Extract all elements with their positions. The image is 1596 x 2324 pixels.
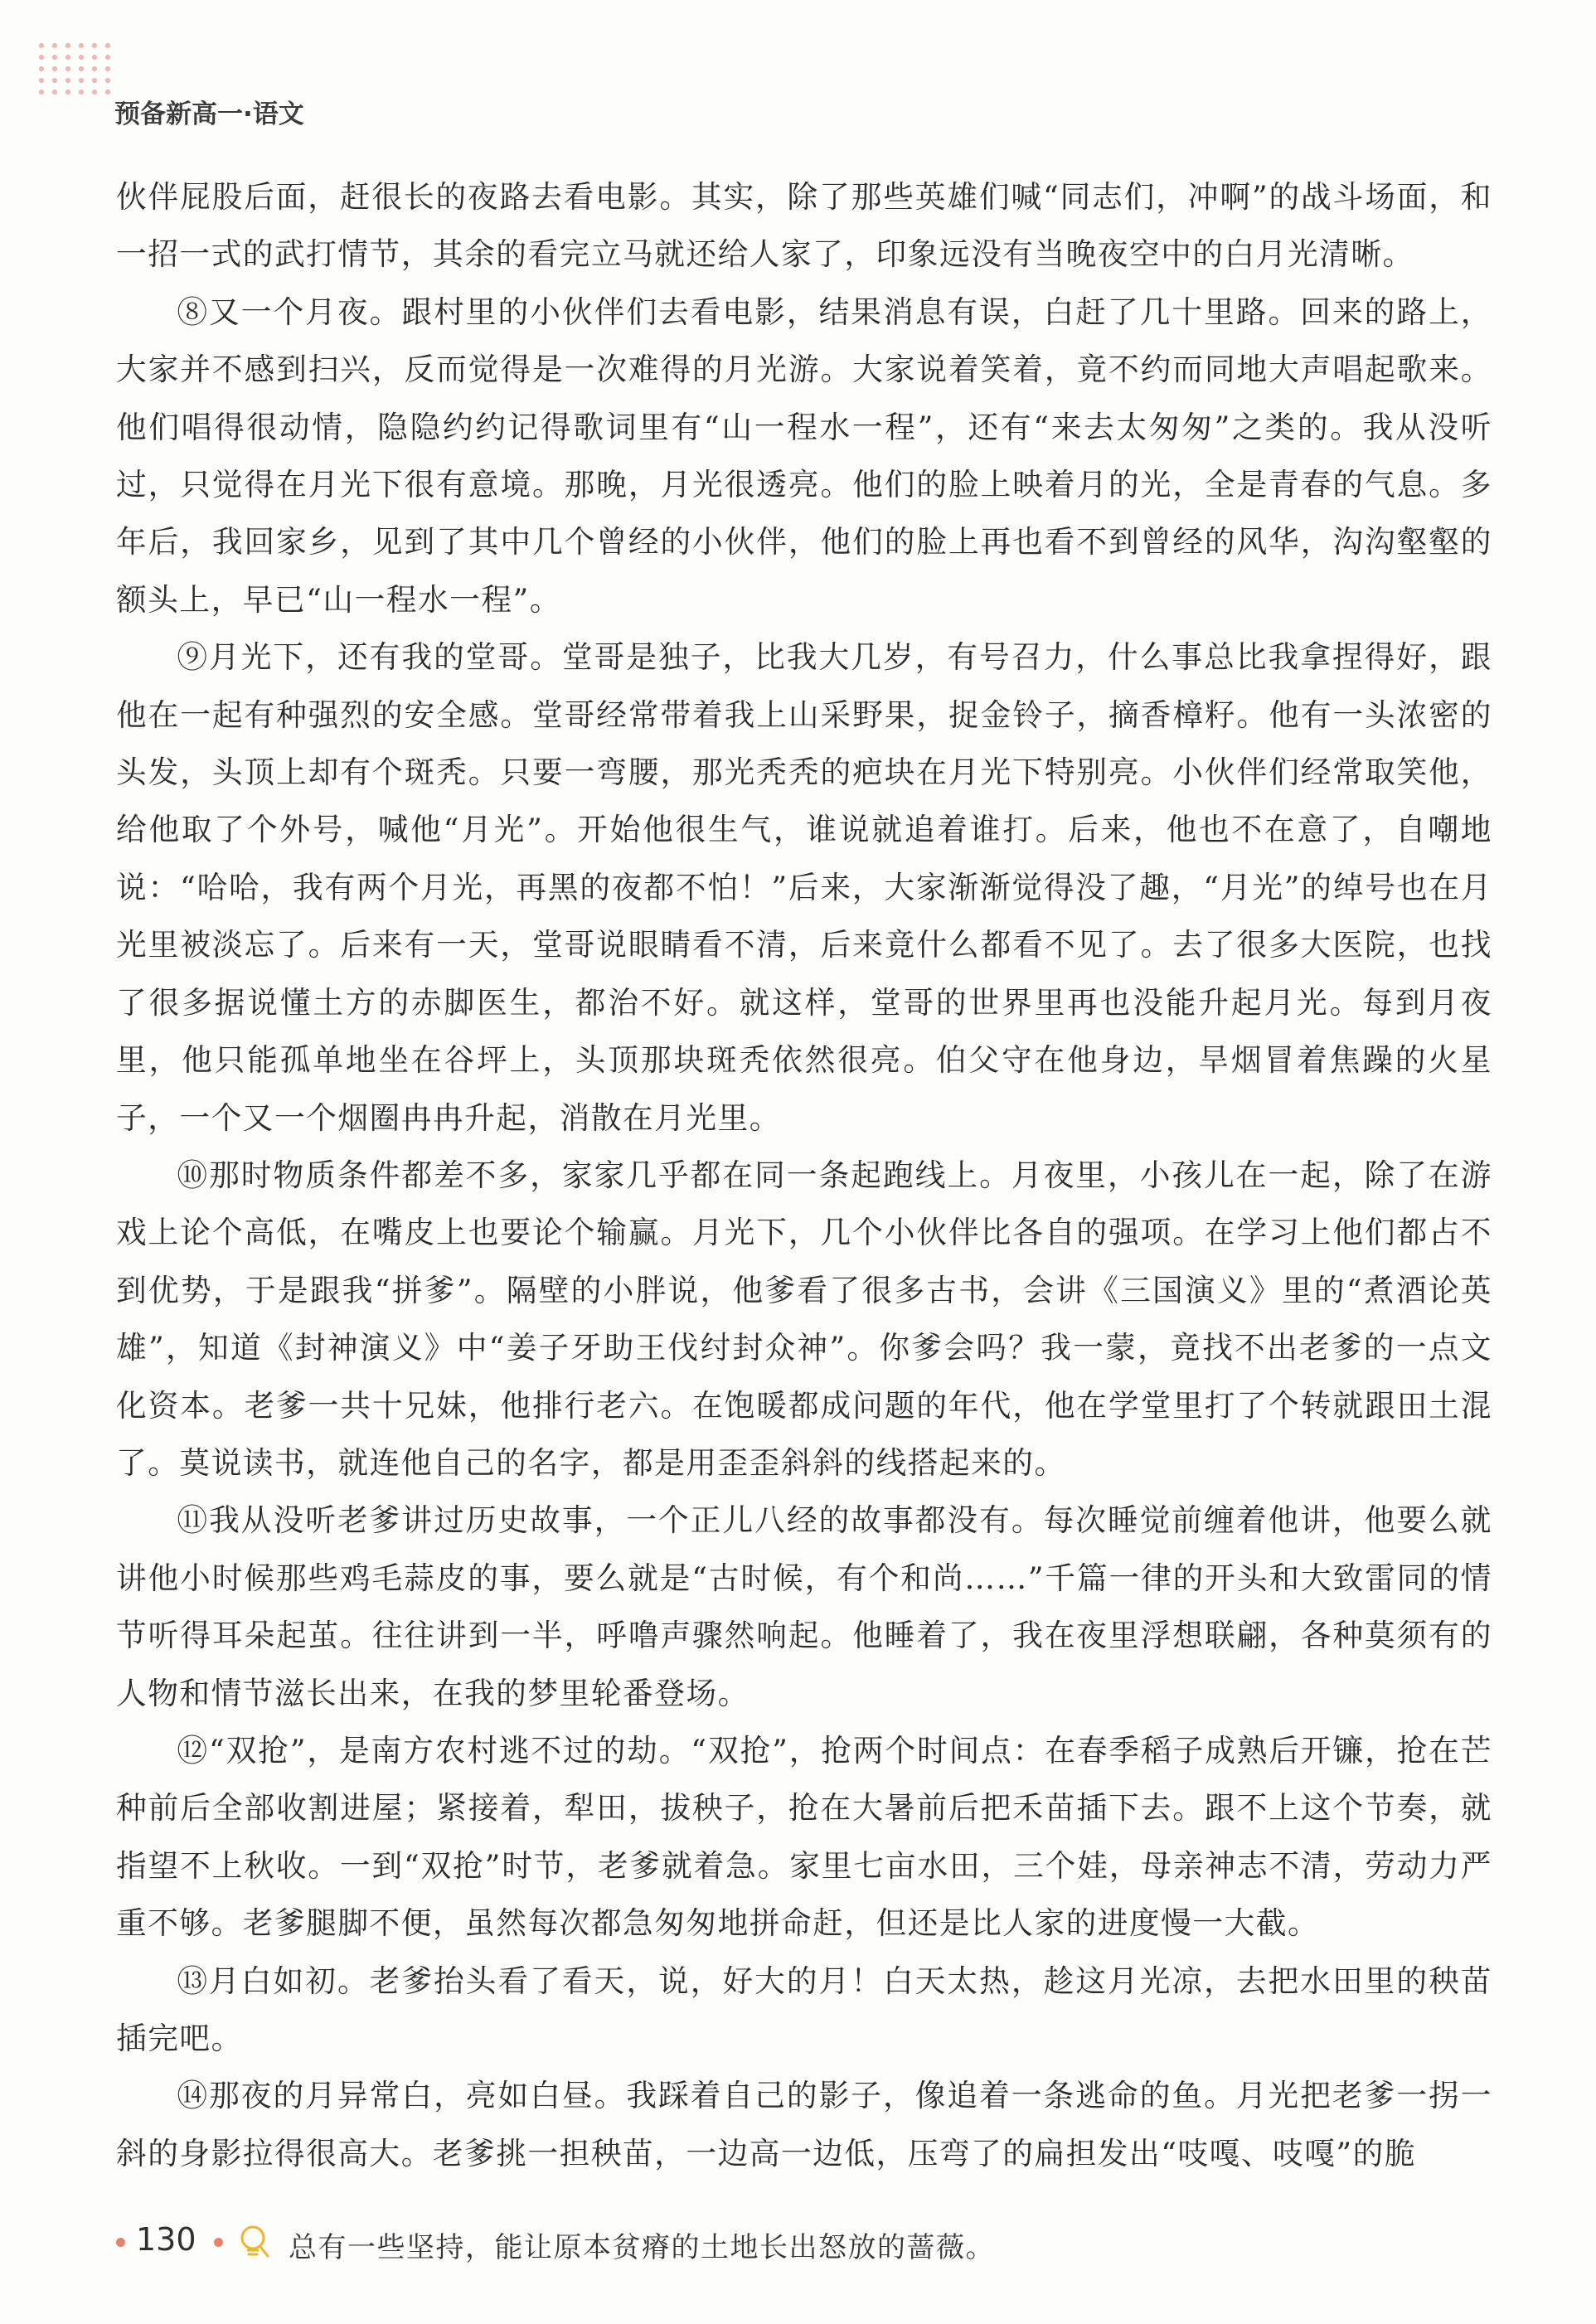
bullet-dot-icon [116, 2238, 125, 2247]
running-header: 预备新高一·语文 [114, 99, 304, 129]
decorative-dot-grid [35, 40, 114, 98]
page-number: 130 [136, 2221, 196, 2258]
article-body [116, 168, 1492, 2182]
bullet-dot-icon [214, 2238, 223, 2247]
paragraph-9: ⑨月光下，还有我的堂哥。堂哥是独子，比我大几岁，有号召力，什么事总比我拿捏得好，跟他在一起有种强烈的安全感。堂哥经常带着我上山采野果，捉金铃子，摘香樟籽。他有一头浓密的头发，头顶上却有个斑秃。只要一弯腰，那光秃秃的疤块在月光下特别亮。小伙伴们经常取笑他，给他取了个外号，喊他“月光”。开始他很生气，谁说就追着谁打。后来，他也不在意了，自嘲地说：“哈哈，我有两个月光，再黑的夜都不怕！”后来，大家渐渐觉得没了趣，“月光”的绰号也在月光里被淡忘了。后来有一天，堂哥说眼睛看不清，后来竟什么都看不见了。去了很多大医院，也找了很多据说懂土方的赤脚医生，都治不好。就这样，堂哥的世界里再也没能升起月光。每到月夜里，他只能孤单地坐在谷坪上，头顶那块斑秃依然很亮。伯父守在他身边，旱烟冒着焦躁的火星子，一个又一个烟圈冉冉升起，消散在月光里。 [116, 639, 1492, 1136]
paragraph-13: ⑬月白如初。老爹抬头看了看天，说，好大的月！白天太热，趁这月光凉，去把水田里的秧苗插完吧。 [116, 1963, 1492, 2056]
paragraph-12: ⑫“双抢”，是南方农村逃不过的劫。“双抢”，抢两个时间点：在春季稻子成熟后开镰，抢在芒种前后全部收割进屋；紧接着，犁田，拔秧子，抢在大暑前后把禾苗插下去。跟不上这个节奏，就指望不上秋收。一到“双抢”时节，老爹就着急。家里七亩水田，三个娃，母亲神志不清，劳动力严重不够。老爹腿脚不便，虽然每次都急匆匆地拼命赶，但还是比人家的进度慢一大截。 [116, 1732, 1492, 1942]
paragraph-10: ⑩那时物质条件都差不多，家家几乎都在同一条起跑线上。月夜里，小孩儿在一起，除了在游戏上论个高低，在嘴皮上也要论个输赢。月光下，几个小伙伴比各自的强项。在学习上他们都占不到优势，于是跟我“拼爹”。隔壁的小胖说，他爹看了很多古书，会讲《三国演义》里的“煮酒论英雄”，知道《封神演义》中“姜子牙助王伐纣封众神”。你爹会吗？我一蒙，竟找不出老爹的一点文化资本。老爹一共十兄妹，他排行老六。在饱暖都成问题的年代，他在学堂里打了个转就跟田土混了。莫说读书，就连他自己的名字，都是用歪歪斜斜的线搭起来的。 [116, 1157, 1492, 1481]
paragraph-14: ⑭那夜的月异常白，亮如白昼。我踩着自己的影子，像追着一条逃命的鱼。月光把老爹一拐一斜的身影拉得很高大。老爹挑一担秧苗，一边高一边低，压弯了的扁担发出“吱嘎、吱嘎”的脆 [116, 2078, 1492, 2171]
paragraph-continued: 伙伴屁股后面，赶很长的夜路去看电影。其实，除了那些英雄们喊“同志们，冲啊”的战斗场面，和一招一式的武打情节，其余的看完立马就还给人家了，印象远没有当晚夜空中的白月光清晰。 [116, 179, 1492, 273]
paragraph-8: ⑧又一个月夜。跟村里的小伙伴们去看电影，结果消息有误，白赶了几十里路。回来的路上，大家并不感到扫兴，反而觉得是一次难得的月光游。大家说着笑着，竟不约而同地大声唱起歌来。他们唱得很动情，隐隐约约记得歌词里有“山一程水一程”，还有“来去太匆匆”之类的。我从没听过，只觉得在月光下很有意境。那晚，月光很透亮。他们的脸上映着月的光，全是青春的气息。多年后，我回家乡，见到了其中几个曾经的小伙伴，他们的脸上再也看不到曾经的风华，沟沟壑壑的额头上，早已“山一程水一程”。 [116, 294, 1492, 618]
footer-quote: 总有一些坚持，能让原本贫瘠的土地长出怒放的蔷薇。 [289, 2231, 995, 2264]
lightbulb-icon [237, 2223, 272, 2261]
paragraph-11: ⑪我从没听老爹讲过历史故事，一个正儿八经的故事都没有。每次睡觉前缠着他讲，他要么就讲他小时候那些鸡毛蒜皮的事，要么就是“古时候，有个和尚……”千篇一律的开头和大致雷同的情节听得耳朵起茧。往往讲到一半，呼噜声骤然响起。他睡着了，我在夜里浮想联翩，各种莫须有的人物和情节滋长出来，在我的梦里轮番登场。 [116, 1502, 1492, 1711]
